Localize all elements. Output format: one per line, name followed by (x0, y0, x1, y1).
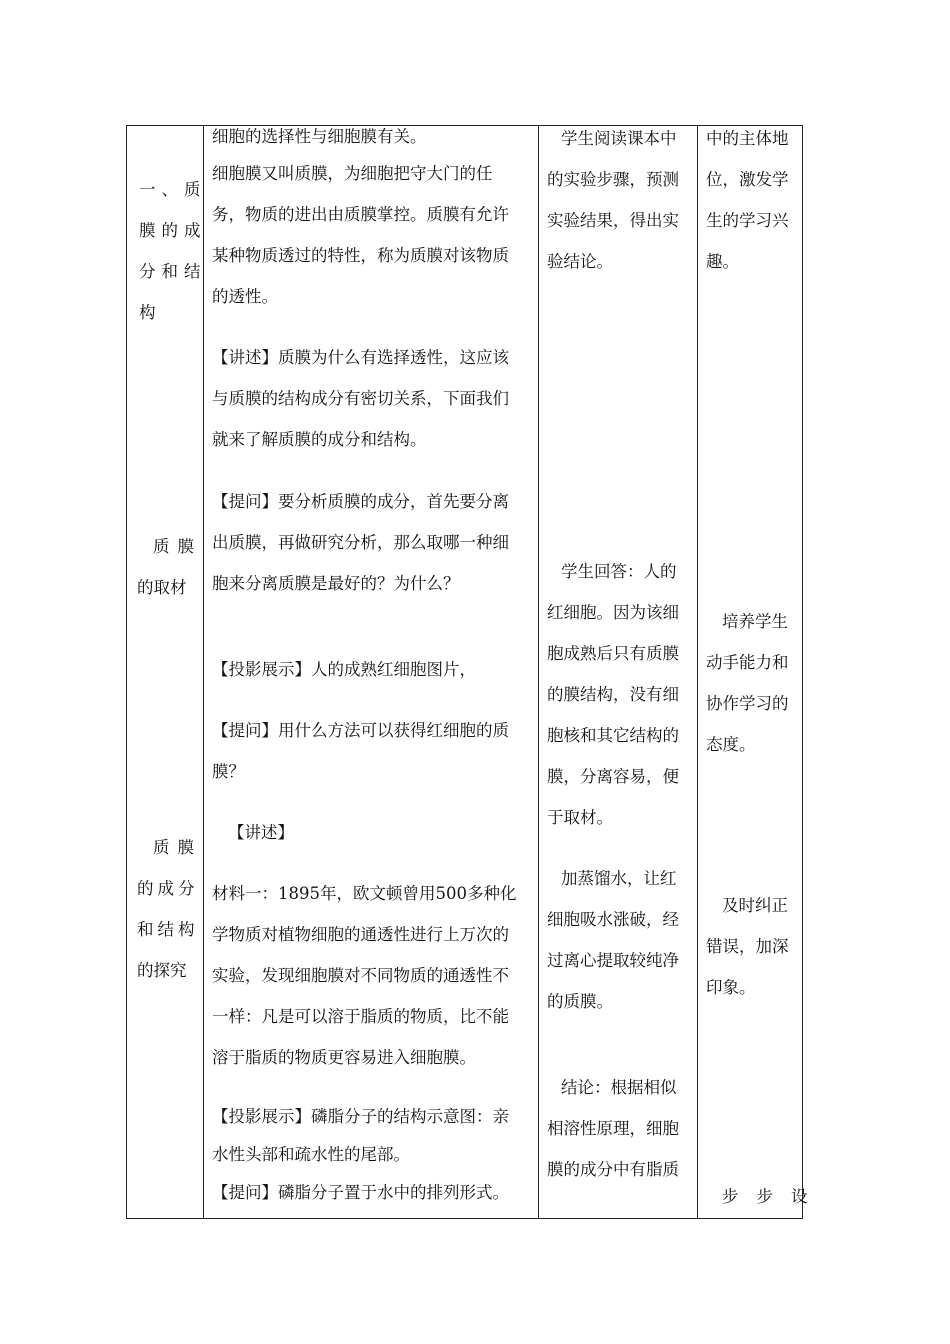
content-line: 的质膜。 (547, 992, 613, 1011)
content-line: 就来了解质膜的成分和结构。 (212, 430, 427, 449)
content-line: 学生回答：人的 (561, 562, 677, 581)
content-line: 【提问】用什么方法可以获得红细胞的质 (212, 721, 509, 740)
content-line: 【投影展示】磷脂分子的结构示意图：亲 (212, 1107, 509, 1126)
section-heading-line: 一、质 (139, 180, 207, 199)
content-line: 及时纠正 (722, 896, 788, 915)
content-line: 胞来分离质膜是最好的？为什么？ (212, 574, 460, 593)
section-column (127, 126, 207, 1218)
content-line: 【投影展示】人的成熟红细胞图片， (212, 660, 476, 679)
content-line: 过离心提取较纯净 (547, 951, 679, 970)
content-line: 某种物质透过的特性，称为质膜对该物质 (212, 246, 509, 265)
content-line: 态度。 (706, 735, 756, 754)
section-heading-line: 的探究 (137, 961, 187, 980)
content-line: 【讲述】质膜为什么有选择透性，这应该 (212, 348, 509, 367)
content-line: 的实验步骤，预测 (547, 170, 679, 189)
content-line: 胞核和其它结构的 (547, 726, 679, 745)
content-line: 相溶性原理，细胞 (547, 1119, 679, 1138)
section-heading-line: 的成分 (137, 879, 199, 898)
content-line: 错误，加深 (706, 937, 789, 956)
content-line: 动手能力和 (706, 653, 789, 672)
content-line: 协作学习的 (706, 694, 789, 713)
content-line: 材料一：1895年，欧文顿曾用500多种化 (212, 884, 517, 903)
content-line: 出质膜，再做研究分析，那么取哪一种细 (212, 533, 509, 552)
content-line: 膜，分离容易，便 (547, 767, 679, 786)
content-line: 膜的成分中有脂质 (547, 1160, 679, 1179)
section-heading-line: 分和结 (139, 262, 207, 281)
content-line: 结论：根据相似 (561, 1078, 677, 1097)
content-line: 加蒸馏水，让红 (561, 869, 677, 888)
section-heading-line: 质膜 (153, 838, 202, 857)
content-line: 【讲述】 (228, 823, 294, 842)
content-line: 胞成熟后只有质膜 (547, 644, 679, 663)
content-line: 与质膜的结构成分有密切关系，下面我们 (212, 389, 509, 408)
content-line: 培养学生 (722, 612, 788, 631)
content-line: 实验，发现细胞膜对不同物质的通透性不 (212, 966, 509, 985)
student-activity-column (539, 126, 697, 1218)
content-line: 【提问】磷脂分子置于水中的排列形式。 (212, 1183, 509, 1202)
section-heading-line: 膜的成 (139, 221, 207, 240)
content-line: 的膜结构，没有细 (547, 685, 679, 704)
content-line: 趣。 (706, 252, 739, 271)
content-line: 步步设 (722, 1187, 826, 1206)
section-heading-line: 和结构 (137, 920, 199, 939)
lesson-table (126, 125, 826, 1219)
content-line: 学物质对植物细胞的通透性进行上万次的 (212, 925, 509, 944)
section-heading-line: 构 (139, 303, 156, 322)
content-line: 细胞的选择性与细胞膜有关。 (212, 127, 427, 146)
content-line: 学生阅读课本中 (561, 129, 677, 148)
content-line: 务，物质的进出由质膜掌控。质膜有允许 (212, 205, 509, 224)
content-line: 中的主体地 (706, 129, 789, 148)
content-line: 的透性。 (212, 287, 278, 306)
content-line: 印象。 (706, 978, 756, 997)
content-line: 细胞膜又叫质膜，为细胞把守大门的任 (212, 164, 493, 183)
content-line: 验结论。 (547, 252, 613, 271)
content-line: 位，激发学 (706, 170, 789, 189)
section-heading-line: 质膜 (153, 537, 202, 556)
content-line: 膜？ (212, 762, 245, 781)
content-line: 实验结果，得出实 (547, 211, 679, 230)
teacher-activity-column (204, 126, 538, 1218)
section-heading-line: 的取材 (137, 578, 187, 597)
content-line: 细胞吸水涨破，经 (547, 910, 679, 929)
design-intent-column (698, 126, 826, 1218)
content-line: 红细胞。因为该细 (547, 603, 679, 622)
content-line: 水性头部和疏水性的尾部。 (212, 1145, 410, 1164)
content-line: 【提问】要分析质膜的成分，首先要分离 (212, 492, 509, 511)
content-line: 生的学习兴 (706, 211, 789, 230)
content-line: 于取材。 (547, 808, 613, 827)
content-line: 溶于脂质的物质更容易进入细胞膜。 (212, 1048, 476, 1067)
content-line: 一样：凡是可以溶于脂质的物质，比不能 (212, 1007, 509, 1026)
